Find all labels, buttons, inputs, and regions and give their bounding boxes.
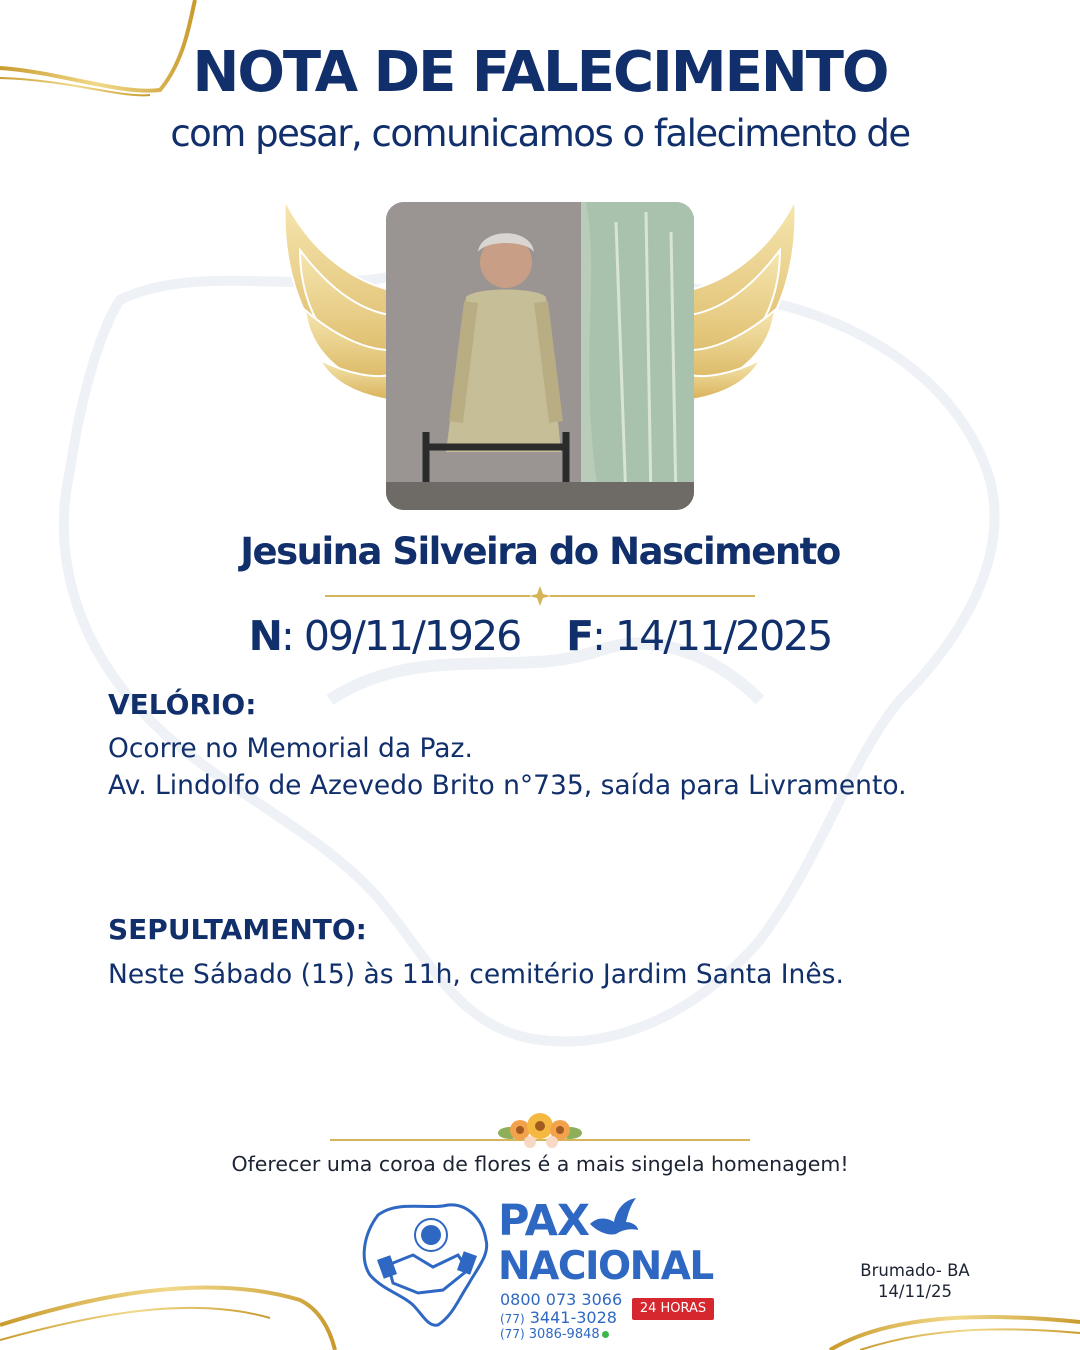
velorio-line-2: Av. Lindolfo de Azevedo Brito n°735, saída para Livramento.: [108, 770, 907, 801]
sepultamento-heading: SEPULTAMENTO:: [108, 913, 367, 946]
gold-divider: [325, 586, 755, 606]
death-date: 14/11/2025: [615, 612, 832, 660]
death-label: F: [566, 612, 593, 660]
velorio-heading: VELÓRIO:: [108, 688, 257, 721]
brazil-map-handshake-icon: [358, 1195, 493, 1330]
deceased-photo: [386, 202, 694, 510]
velorio-line-1: Ocorre no Memorial da Paz.: [108, 733, 473, 764]
brand-word-pax: PAX: [498, 1196, 589, 1246]
birth-label: N: [248, 612, 281, 660]
deceased-name: Jesuina Silveira do Nascimento: [240, 530, 840, 573]
sepultamento-line-1: Neste Sábado (15) às 11h, cemitério Jardim Santa Inês.: [108, 959, 844, 990]
life-dates: N: 09/11/1926 F: 14/11/2025: [248, 612, 832, 660]
birth-date: 09/11/1926: [303, 612, 521, 660]
brand-word-nacional: NACIONAL: [498, 1244, 713, 1289]
hours-badge: 24 HORAS: [632, 1298, 714, 1320]
page-title: NOTA DE FALECIMENTO: [192, 40, 888, 105]
whatsapp-icon: [602, 1331, 609, 1338]
page-subtitle: com pesar, comunicamos o falecimento de: [170, 112, 910, 155]
footer-date: 14/11/25: [877, 1282, 953, 1302]
footer-city: Brumado- BA: [860, 1261, 970, 1280]
phone-2: (77) 3441-3028: [500, 1308, 617, 1327]
tribute-text: Oferecer uma coroa de flores é a mais singela homenagem!: [231, 1152, 849, 1176]
phone-tollfree: 0800 073 3066: [500, 1290, 623, 1309]
footer-location: [840, 1260, 990, 1303]
phone-3: (77) 3086-9848: [500, 1327, 609, 1342]
flower-wreath-icon: [330, 1108, 750, 1158]
dove-icon: [586, 1196, 640, 1240]
